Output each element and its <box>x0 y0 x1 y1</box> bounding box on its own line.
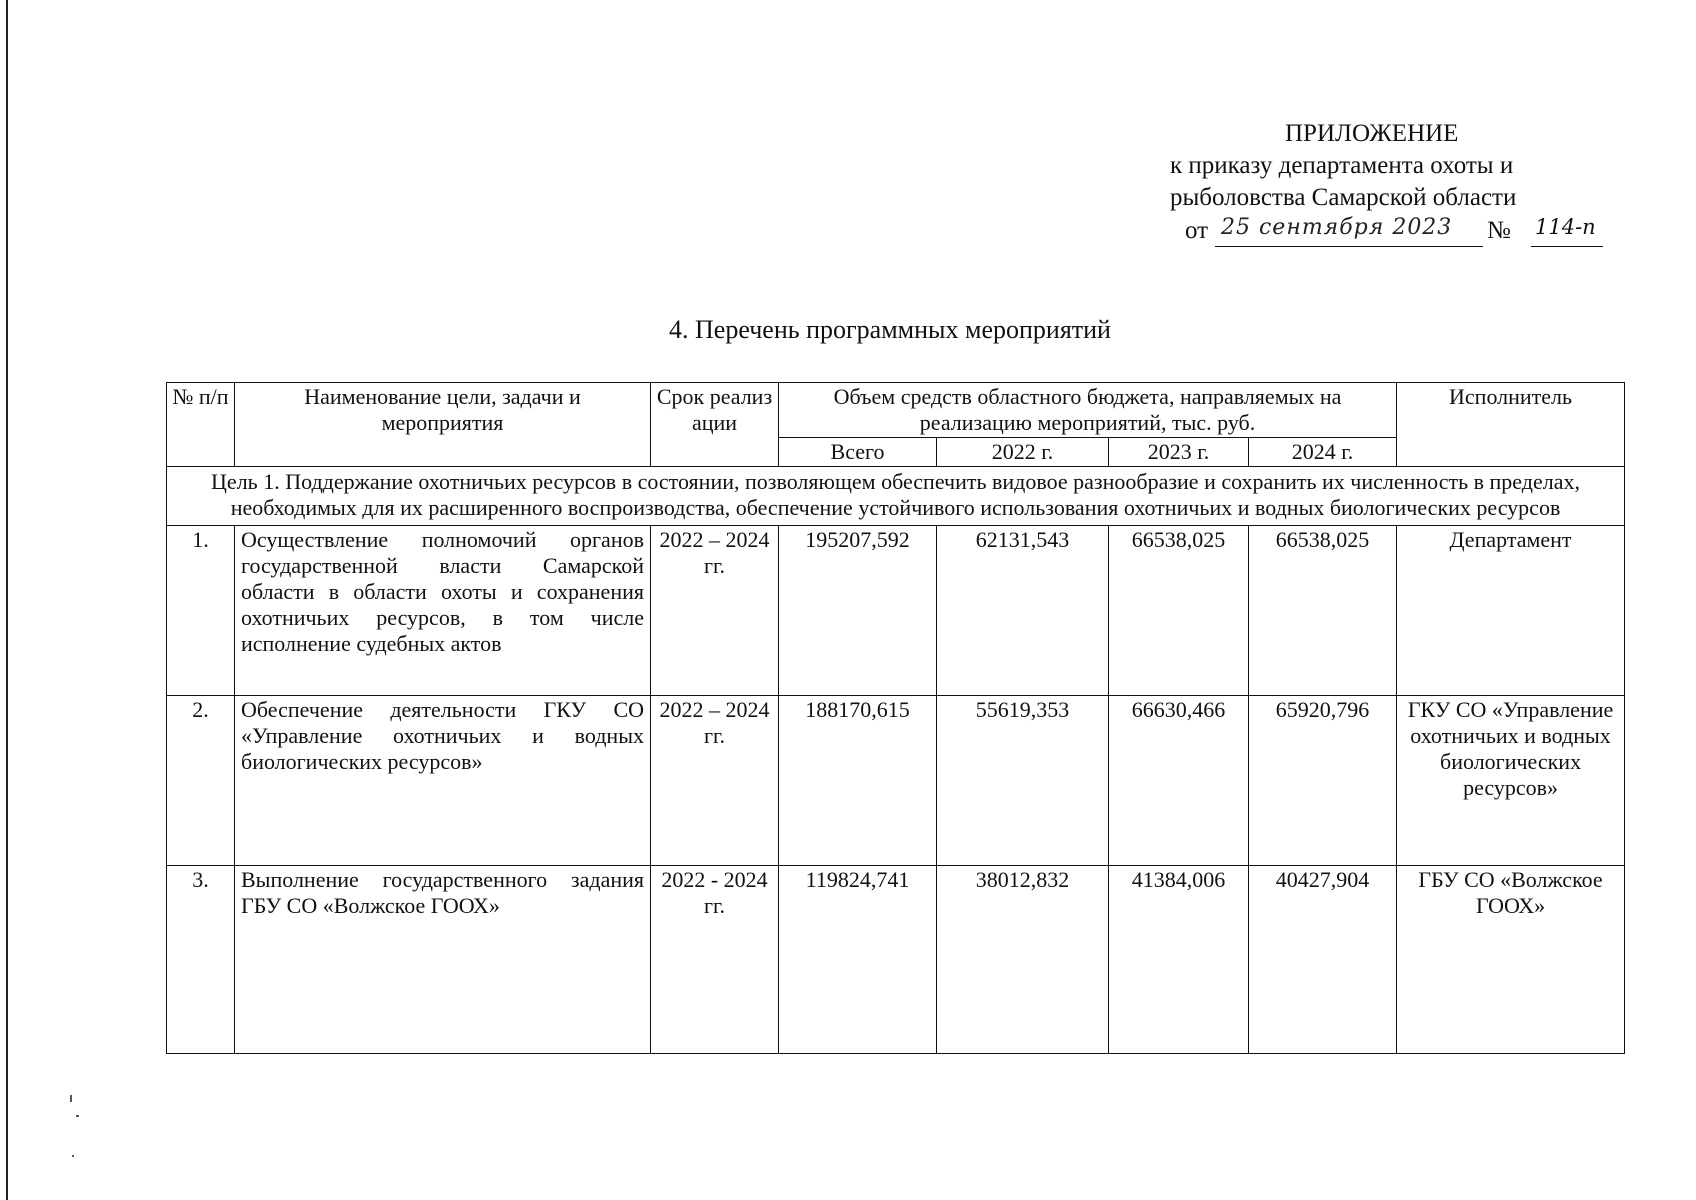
header-2022: 2022 г. <box>937 438 1109 467</box>
appendix-line-2: рыболовства Самарской области <box>1170 184 1517 211</box>
header-term: Срок реализации <box>651 383 779 467</box>
row-2024: 65920,796 <box>1249 696 1397 866</box>
row-2022: 38012,832 <box>937 866 1109 1054</box>
scan-speck <box>70 1095 72 1102</box>
header-total: Всего <box>779 438 937 467</box>
scan-speck <box>76 1115 79 1117</box>
document-title: 4. Перечень программных мероприятий <box>669 315 1111 344</box>
row-term: 2022 – 2024 гг. <box>651 526 779 696</box>
table-row <box>167 696 1625 866</box>
row-name: Обеспечение деятельности ГКУ СО «Управление охотничьих и водных биологических ресурсов» <box>235 696 651 866</box>
row-num: 2. <box>167 696 235 866</box>
header-num: № п/п <box>167 383 235 467</box>
header-2023: 2023 г. <box>1109 438 1249 467</box>
table-row <box>167 526 1625 696</box>
row-total: 188170,615 <box>779 696 937 866</box>
row-name: Осуществление полномочий органов государственной власти Самарской области в области охоты и сохранения охотничьих ресурсов, в том числе исполнение судебных актов <box>235 526 651 696</box>
row-executor: ГКУ СО «Управление охотничьих и водных биологических ресурсов» <box>1397 696 1625 866</box>
handwritten-number: 114-п <box>1531 215 1603 247</box>
row-num: 1. <box>167 526 235 696</box>
row-2023: 66630,466 <box>1109 696 1249 866</box>
order-date-number <box>1185 215 1605 249</box>
program-activities-table <box>166 382 1625 1054</box>
appendix-title: ПРИЛОЖЕНИЕ <box>1285 120 1459 147</box>
row-executor: Департамент <box>1397 526 1625 696</box>
row-2023: 41384,006 <box>1109 866 1249 1054</box>
row-total: 119824,741 <box>779 866 937 1054</box>
from-label: от <box>1185 217 1209 244</box>
header-2024: 2024 г. <box>1249 438 1397 467</box>
goal-text: Цель 1. Поддержание охотничьих ресурсов в состоянии, позволяющем обеспечить видовое разнообразие и сохранить их численность в пределах, необходимых для их расширенного воспроизводства, обеспечение устойчивого использования охотничьих и водных биологических ресурсов <box>167 467 1625 526</box>
row-term: 2022 - 2024 гг. <box>651 866 779 1054</box>
header-budget-volume: Объем средств областного бюджета, направляемых на реализацию мероприятий, тыс. руб. <box>779 383 1397 438</box>
row-2024: 40427,904 <box>1249 866 1397 1054</box>
row-2022: 62131,543 <box>937 526 1109 696</box>
appendix-header <box>1170 118 1590 214</box>
row-name: Выполнение государственного задания ГБУ СО «Волжское ГООХ» <box>235 866 651 1054</box>
table-row <box>167 866 1625 1054</box>
header-executor: Исполнитель <box>1397 383 1625 467</box>
table-header-row <box>167 383 1625 438</box>
row-total: 195207,592 <box>779 526 937 696</box>
row-num: 3. <box>167 866 235 1054</box>
scan-speck <box>72 1155 74 1157</box>
appendix-line-1: к приказу департамента охоты и <box>1170 152 1514 179</box>
header-name: Наименование цели, задачи и мероприятия <box>235 383 651 467</box>
row-term: 2022 – 2024 гг. <box>651 696 779 866</box>
number-label: № <box>1487 217 1511 244</box>
row-2022: 55619,353 <box>937 696 1109 866</box>
row-2024: 66538,025 <box>1249 526 1397 696</box>
handwritten-date: 25 сентября 2023 <box>1215 215 1483 247</box>
goal-row <box>167 467 1625 526</box>
row-2023: 66538,025 <box>1109 526 1249 696</box>
scan-edge-line <box>6 0 8 1200</box>
row-executor: ГБУ СО «Волжское ГООХ» <box>1397 866 1625 1054</box>
